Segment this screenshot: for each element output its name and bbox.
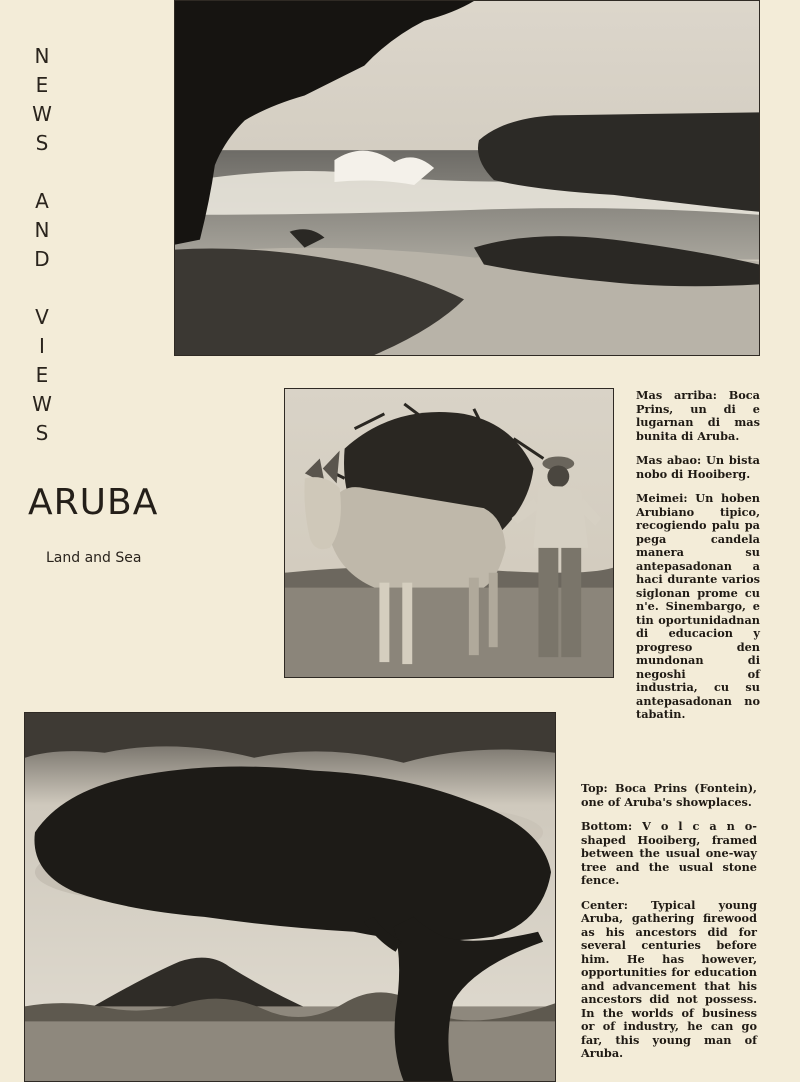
papiamento-caption-top: Mas arriba: Boca Prins, un di e lugarnan di mas bunita di Aruba.	[636, 388, 760, 443]
papiamento-caption-bottom: Mas abao: Un bista nobo di Hooiberg.	[636, 453, 760, 481]
english-caption-center: Center: Typical young Aruba, gathering firewood as his ancestors did for several centuries before him. He has however, opportunities for education and advancement that his ancestors did not possess. In the worlds of business or of industry, he can go far, this young man of Aruba.	[581, 897, 757, 1060]
papiamento-captions	[636, 389, 760, 733]
aruba-heading: ARUBA	[28, 482, 159, 523]
boca-prins-photo-image	[175, 1, 759, 355]
news-and-views-vertical-title: N E W S A N D V I E W S	[32, 44, 52, 445]
papiamento-caption-center: Meimei: Un hoben Arubiano tipico, recogiendo palu pa pega candela manera su antepasadonan a haci durante varios siglonan prome cu n'e. Sinembargo, e tin oportunidadnan di educacion y progreso den mundonan di negoshi of industria, cu su antepasadonan no tabatin.	[636, 491, 760, 721]
english-captions	[581, 782, 757, 1072]
land-and-sea-subtitle: Land and Sea	[46, 550, 142, 566]
firewood-donkey-photo	[284, 388, 614, 678]
boca-prins-photo	[174, 0, 760, 356]
hooiberg-divi-tree-photo	[24, 712, 556, 1082]
english-caption-bottom: Bottom: V o l c a n o-shaped Hooiberg, framed between the usual one-way tree and the usual stone fence.	[581, 819, 757, 887]
firewood-donkey-photo-image	[285, 389, 613, 677]
hooiberg-divi-tree-photo-image	[25, 713, 555, 1081]
english-caption-top: Top: Boca Prins (Fontein), one of Aruba's showplaces.	[581, 781, 757, 809]
